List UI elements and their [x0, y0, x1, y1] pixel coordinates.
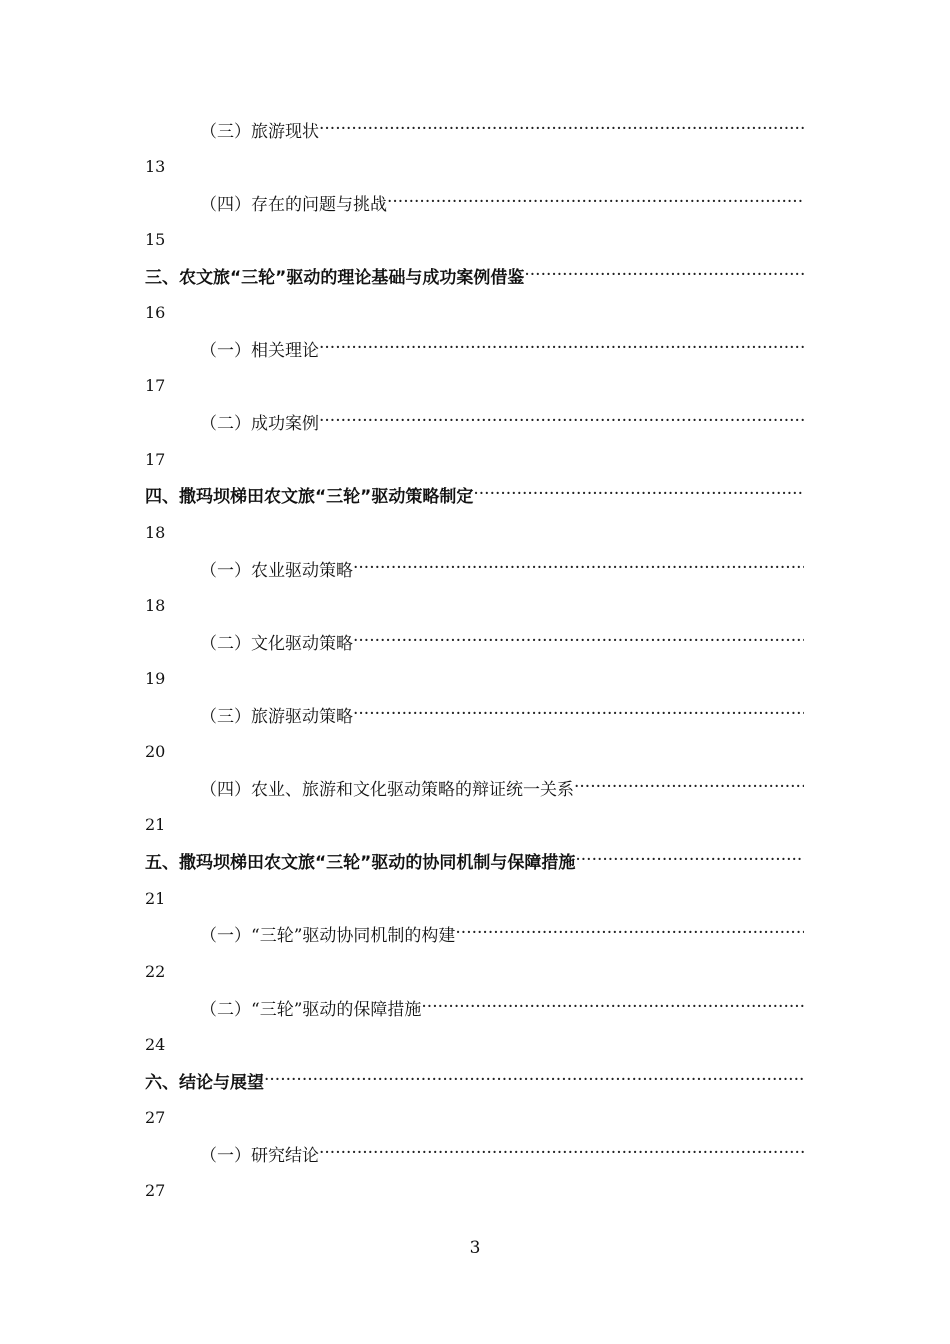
toc-entry-title-line: [200, 774, 804, 800]
toc-entry-page: 16: [145, 302, 166, 322]
dot-leader: [319, 1143, 804, 1163]
toc-entry-title-line: [145, 1067, 804, 1093]
toc-entry-title: （一）研究结论: [200, 1145, 319, 1166]
toc-entry-title: 五、撒玛坝梯田农文旅“三轮”驱动的协同机制与保障措施: [145, 852, 576, 873]
toc-entry-title: 三、农文旅“三轮”驱动的理论基础与成功案例借鉴: [145, 267, 525, 288]
toc-entry-title: （四）农业、旅游和文化驱动策略的辩证统一关系: [200, 779, 574, 800]
dot-leader: [319, 338, 804, 358]
toc-entry-title: （一）农业驱动策略: [200, 560, 353, 581]
toc-entry-page: 24: [145, 1034, 166, 1054]
toc-entry-title-line: [200, 994, 804, 1020]
toc-entry-title: （一）相关理论: [200, 340, 319, 361]
toc-entry-title-line: [200, 408, 804, 434]
toc-entry-title: （三）旅游现状: [200, 121, 319, 142]
toc-entry-page: 15: [145, 229, 166, 249]
toc-entry-title: 六、结论与展望: [145, 1072, 264, 1093]
toc-entry-title-line: [200, 1140, 804, 1166]
toc-entry-title: （二）成功案例: [200, 413, 319, 434]
dot-leader: [524, 265, 804, 285]
dot-leader: [264, 1070, 804, 1090]
dot-leader: [455, 923, 804, 943]
toc-entry-page: 18: [145, 595, 166, 615]
toc-entry-page: 21: [145, 888, 166, 908]
toc-entry-title-line: [200, 701, 804, 727]
toc-entry-title: （二）“三轮”驱动的保障措施: [200, 999, 422, 1020]
dot-leader: [319, 119, 804, 139]
toc-entry-title-line: [145, 847, 804, 873]
toc-entry-title: （一）“三轮”驱动协同机制的构建: [200, 925, 456, 946]
toc-entry-title: 四、撒玛坝梯田农文旅“三轮”驱动策略制定: [145, 486, 474, 507]
toc-entry-page: 19: [145, 668, 166, 688]
toc-entry-page: 18: [145, 522, 166, 542]
dot-leader: [353, 558, 804, 578]
toc-entry-title-line: [145, 262, 804, 288]
toc-entry-page: 21: [145, 814, 166, 834]
toc-entry-title: （三）旅游驱动策略: [200, 706, 353, 727]
dot-leader: [574, 777, 804, 797]
toc-entry-title: （四）存在的问题与挑战: [200, 194, 387, 215]
toc-entry-page: 27: [145, 1180, 166, 1200]
toc-entry-title-line: [200, 116, 804, 142]
dot-leader: [353, 631, 804, 651]
toc-entry-title-line: [200, 555, 804, 581]
toc-entry-title-line: [200, 335, 804, 361]
dot-leader: [473, 484, 804, 504]
dot-leader: [421, 997, 804, 1017]
dot-leader: [575, 850, 804, 870]
toc-entry-page: 17: [145, 375, 166, 395]
toc-entry-page: 27: [145, 1107, 166, 1127]
page-number: 3: [469, 1238, 481, 1258]
toc-entry-title-line: [200, 628, 804, 654]
toc-entry-title-line: [200, 920, 804, 946]
toc-entry-title-line: [145, 481, 804, 507]
dot-leader: [319, 411, 804, 431]
toc-entry-title: （二）文化驱动策略: [200, 633, 353, 654]
toc-entry-page: 13: [145, 156, 166, 176]
toc-entry-title-line: [200, 189, 804, 215]
dot-leader: [353, 704, 804, 724]
toc-entry-page: 22: [145, 961, 166, 981]
toc-entry-page: 20: [145, 741, 166, 761]
toc-entry-page: 17: [145, 449, 166, 469]
dot-leader: [387, 192, 804, 212]
